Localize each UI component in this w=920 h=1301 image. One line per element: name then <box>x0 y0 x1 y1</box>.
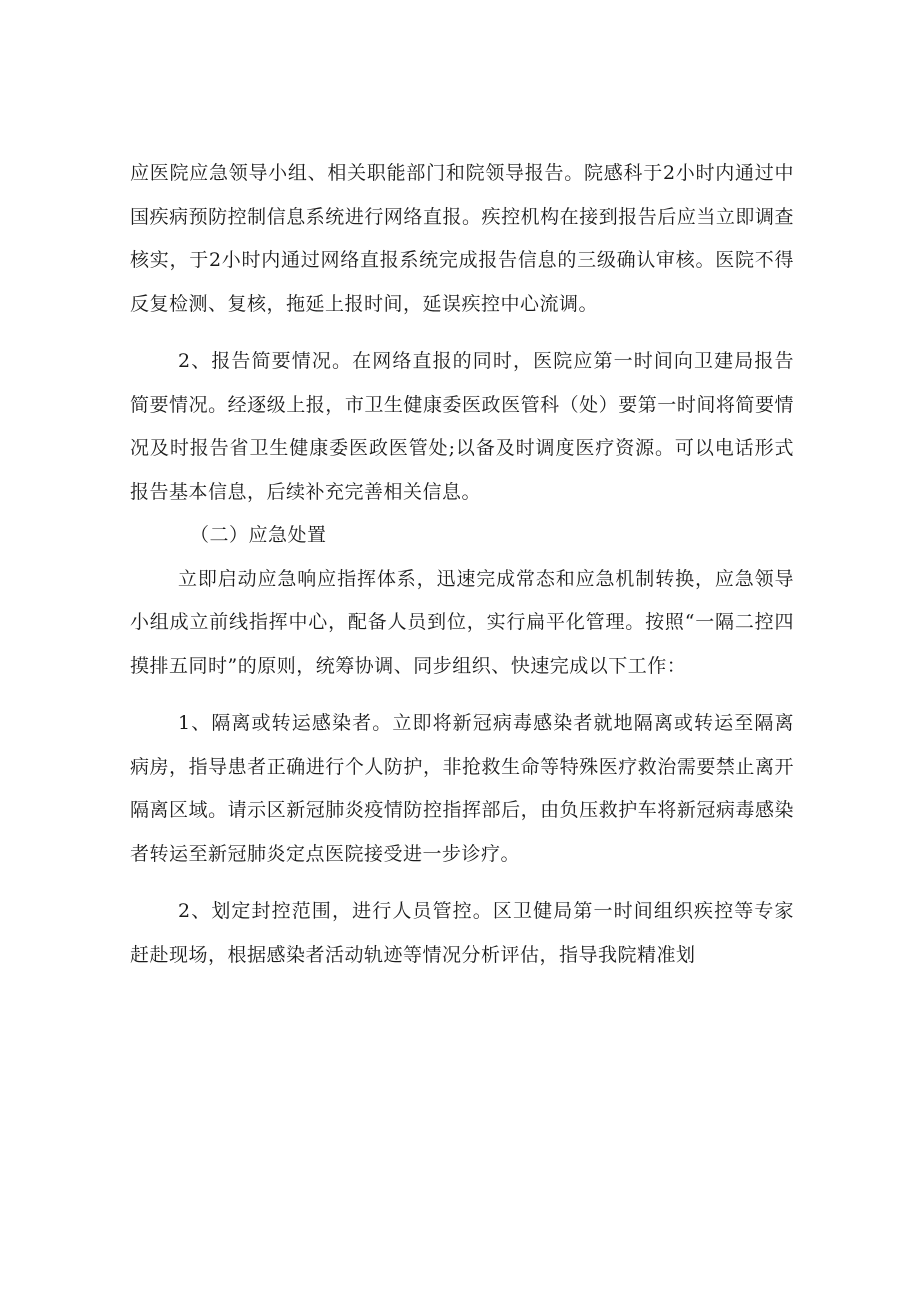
paragraph-isolation-transfer: 1、隔离或转运感染者。立即将新冠病毒感染者就地隔离或转运至隔离病房，指导患者正确进行个人防护，非抢救生命等特殊医疗救治需要禁止离开隔离区域。请示区新冠肺炎疫情防控指挥部后，由负压救护车将新冠病毒感染者转运至新冠肺炎定点医院接受进一步诊疗。 <box>130 712 794 865</box>
paragraph-gap <box>130 326 794 340</box>
paragraph-gap <box>130 876 794 890</box>
paragraph-gap <box>130 688 794 702</box>
section-heading-emergency-response: （二）应急处置 <box>190 524 327 546</box>
paragraph-report-continuation: 应医院应急领导小组、相关职能部门和院领导报告。院感科于2小时内通过中国疾病预防控制信息系统进行网络直报。疾控机构在接到报告后应当立即调查核实，于2小时内通过网络直报系统完成报告信息的三级确认审核。医院不得反复检测、复核，拖延上报时间，延误疾控中心流调。 <box>130 162 794 315</box>
paragraph-control-scope: 2、划定封控范围，进行人员管控。区卫健局第一时间组织疾控等专家赶赴现场，根据感染者活动轨迹等情况分析评估，指导我院精准划 <box>130 900 794 966</box>
document-body <box>130 152 794 977</box>
paragraph-brief-report: 2、报告简要情况。在网络直报的同时，医院应第一时间向卫建局报告简要情况。经逐级上报，市卫生健康委医政医管科（处）要第一时间将简要情况及时报告省卫生健康委医政医管处;以备及时调度医疗资源。可以电话形式报告基本信息，后续补充完善相关信息。 <box>130 350 794 503</box>
paragraph-command-system: 立即启动应急响应指挥体系，迅速完成常态和应急机制转换，应急领导小组成立前线指挥中心，配备人员到位，实行扁平化管理。按照“一隔二控四摸排五同时”的原则，统筹协调、同步组织、快速完成以下工作： <box>130 567 794 677</box>
